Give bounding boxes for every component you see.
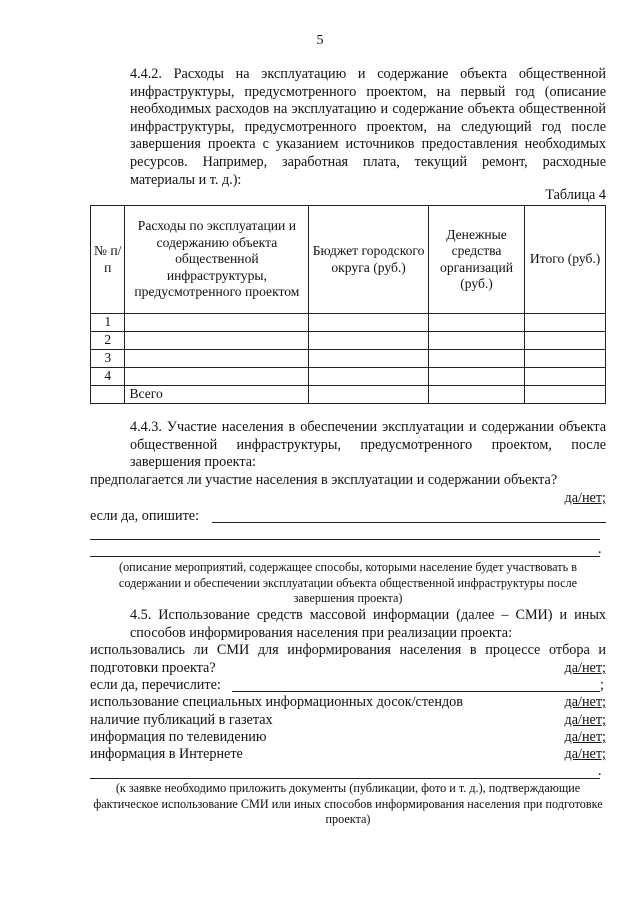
- media-item-row: [90, 712, 606, 730]
- media-input-line[interactable]: [90, 778, 600, 779]
- media-item-value[interactable]: да/нет;: [564, 746, 606, 762]
- row-number: 4: [91, 368, 125, 386]
- col-header-expenses: Расходы по эксплуатации и содержанию объекта общественной инфраструктуры, предусмотренного проектом: [125, 206, 309, 314]
- row-number: 3: [91, 350, 125, 368]
- table-cell-org[interactable]: [428, 314, 524, 332]
- end-dot: .: [598, 541, 602, 557]
- table-cell-budget[interactable]: [309, 314, 428, 332]
- page-number: 5: [316, 33, 324, 48]
- section-4-4-2-text: 4.4.2. Расходы на эксплуатацию и содержание объекта общественной инфраструктуры, предусмотренного проектом, на первый год (описание необходимых расходов на эксплуатацию и содержание объекта общественной инфраструктуры, предусмотренного проектом, на следующий год после завершения проекта с указанием источников предоставления необходимых ресурсов. Например, заработная плата, текущий ремонт, расходные материалы и т. д.):: [130, 66, 606, 188]
- section-4-5-text: 4.5. Использование средств массовой информации (далее – СМИ) и иных способов информирования населения при реализации проекта:: [130, 607, 606, 641]
- table-row: [91, 314, 606, 332]
- table-cell-total[interactable]: [525, 368, 606, 386]
- table-cell-org[interactable]: [428, 368, 524, 386]
- participation-question: предполагается ли участие населения в эксплуатации и содержании объекта?: [90, 472, 558, 488]
- table-cell-org[interactable]: [428, 350, 524, 368]
- media-item-row: [90, 694, 606, 712]
- media-yes-no: [90, 660, 606, 678]
- row-number: 2: [91, 332, 125, 350]
- media-end-dot: .: [598, 763, 602, 779]
- table-row: [91, 350, 606, 368]
- section-4-4-2-paragraph: [90, 66, 606, 189]
- media-item-value[interactable]: да/нет;: [564, 694, 606, 710]
- yes-no-answer[interactable]: да/нет;: [564, 660, 606, 676]
- section-4-5-paragraph: [90, 607, 606, 642]
- table-cell-budget-total[interactable]: [309, 386, 428, 404]
- table-cell-budget[interactable]: [309, 350, 428, 368]
- col-header-budget: Бюджет городского округа (руб.): [309, 206, 428, 314]
- table-cell-empty: [91, 386, 125, 404]
- col-header-number: № п/п: [91, 206, 125, 314]
- table-cell-expense[interactable]: [125, 368, 309, 386]
- table-cell-total[interactable]: [525, 350, 606, 368]
- media-note: (к заявке необходимо приложить документы (публикации, фото и т. д.), подтверждающие фактическое использование СМИ или иных способов информирования населения при подготовке проекта): [93, 781, 603, 826]
- table-cell-expense[interactable]: [125, 314, 309, 332]
- participation-yes-no: [90, 490, 606, 508]
- table-cell-total[interactable]: [525, 314, 606, 332]
- table-cell-org-total[interactable]: [428, 386, 524, 404]
- media-question-text: использовались ли СМИ для информирования населения в процессе отбора и подготовки проекта?: [90, 642, 606, 676]
- table-total-row: [91, 386, 606, 404]
- table-cell-budget[interactable]: [309, 332, 428, 350]
- media-item-row: [90, 746, 606, 764]
- media-item-label: использование специальных информационных досок/стендов: [90, 694, 463, 710]
- media-item-value[interactable]: да/нет;: [564, 729, 606, 745]
- table-caption: Таблица 4: [545, 187, 606, 203]
- table-cell-expense[interactable]: [125, 332, 309, 350]
- table-header-row: [91, 206, 606, 314]
- section-4-4-3-text: 4.4.3. Участие населения в обеспечении эксплуатации и содержании объекта общественной инфраструктуры, предусмотренного проектом, после завершения проекта:: [130, 419, 606, 471]
- table-cell-org[interactable]: [428, 332, 524, 350]
- table-row: [91, 368, 606, 386]
- col-header-org-funds: Денежные средства организаций (руб.): [428, 206, 524, 314]
- list-semicolon: ;: [600, 677, 604, 693]
- table-cell-expense[interactable]: [125, 350, 309, 368]
- describe-input-line-1[interactable]: [212, 522, 606, 523]
- section-4-4-3-paragraph: [90, 419, 606, 472]
- table-cell-grand-total[interactable]: [525, 386, 606, 404]
- describe-input-line-2[interactable]: [90, 539, 600, 540]
- expenses-table: [90, 205, 606, 404]
- col-header-total: Итого (руб.): [525, 206, 606, 314]
- table-cell-budget[interactable]: [309, 368, 428, 386]
- media-item-label: информация по телевидению: [90, 729, 267, 745]
- list-label: если да, перечислите:: [90, 677, 221, 693]
- yes-no-answer[interactable]: да/нет;: [564, 490, 606, 506]
- media-item-label: наличие публикаций в газетах: [90, 712, 273, 728]
- media-item-value[interactable]: да/нет;: [564, 712, 606, 728]
- participation-note: (описание мероприятий, содержащее способы, которыми население будет участвовать в содержании и обеспечении эксплуатации объекта общественной инфраструктуры после завершения проекта): [118, 560, 578, 605]
- total-label: Всего: [125, 386, 309, 404]
- describe-label: если да, опишите:: [90, 508, 200, 524]
- list-input-line[interactable]: [232, 691, 600, 692]
- describe-input-line-3[interactable]: [90, 556, 600, 557]
- table-row: [91, 332, 606, 350]
- table-cell-total[interactable]: [525, 332, 606, 350]
- media-item-row: [90, 729, 606, 747]
- media-item-label: информация в Интернете: [90, 746, 243, 762]
- row-number: 1: [91, 314, 125, 332]
